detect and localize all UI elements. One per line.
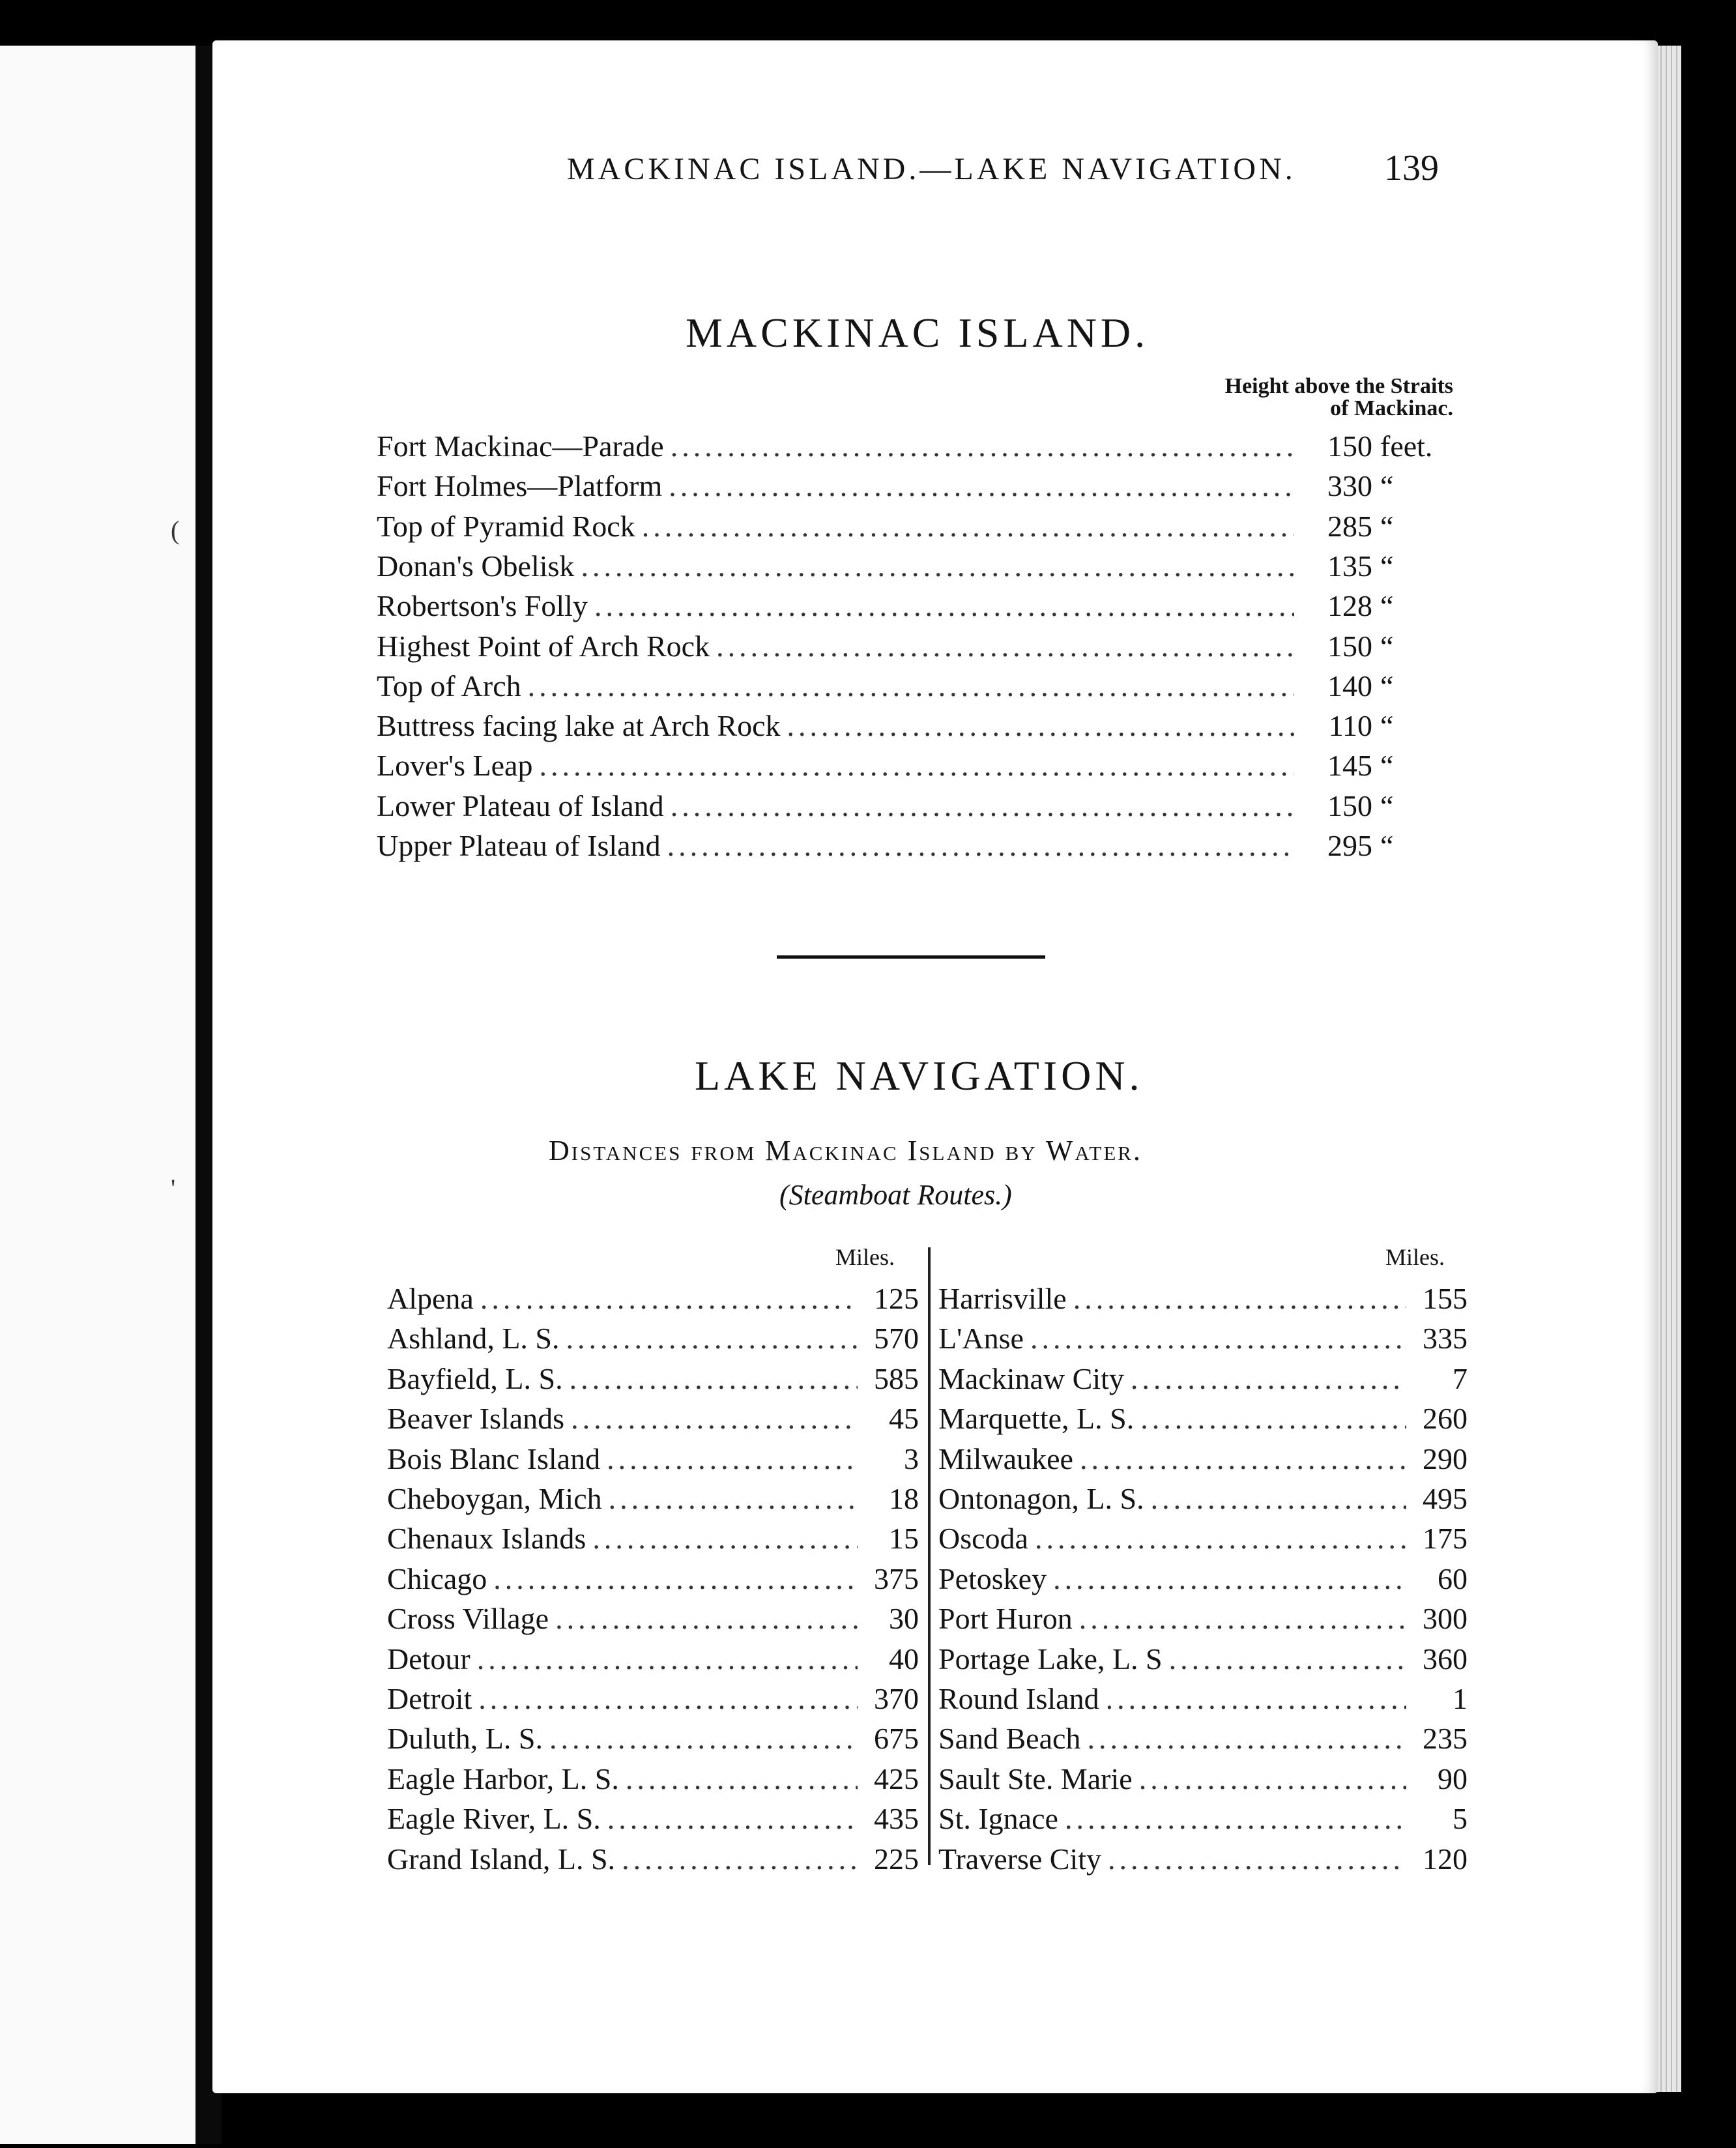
place-name: Fort Mackinac—Parade	[377, 429, 664, 463]
dot-leader	[626, 1759, 858, 1799]
distance-miles: 7	[1453, 1361, 1468, 1395]
margin-mark: '	[171, 1174, 176, 1203]
distance-row	[387, 1359, 919, 1399]
height-unit: feet.	[1380, 429, 1433, 463]
dot-leader	[493, 1559, 858, 1599]
height-unit: “	[1380, 709, 1394, 743]
section-divider	[777, 955, 1045, 959]
distances-subtitle: Distances from Mackinac Island by Water.	[549, 1135, 1142, 1167]
dot-leader	[478, 1679, 858, 1719]
distance-row	[938, 1839, 1468, 1879]
height-row	[377, 426, 1452, 466]
distance-row	[938, 1479, 1468, 1518]
dot-leader	[1140, 1399, 1406, 1438]
distance-miles: 1	[1453, 1682, 1468, 1715]
distance-row	[938, 1639, 1468, 1679]
destination-name: Bois Blanc Island	[387, 1442, 601, 1475]
height-value: 150	[1327, 789, 1372, 822]
dot-leader	[1053, 1559, 1406, 1599]
height-value: 110	[1328, 709, 1372, 743]
distance-row	[938, 1399, 1468, 1438]
distance-row	[387, 1318, 919, 1358]
column-rule	[928, 1247, 931, 1865]
destination-name: Traverse City	[938, 1842, 1102, 1876]
dot-leader	[607, 1439, 858, 1479]
distance-miles: 495	[1423, 1482, 1468, 1515]
place-name: Highest Point of Arch Rock	[377, 629, 710, 663]
routes-note	[779, 1178, 1012, 1212]
dot-leader	[667, 826, 1294, 865]
dot-leader	[477, 1639, 858, 1679]
place-name: Robertson's Folly	[377, 589, 588, 623]
distance-miles: 225	[874, 1842, 919, 1876]
dot-leader	[592, 1518, 858, 1558]
destination-name: Eagle River, L. S.	[387, 1802, 601, 1836]
destination-name: Beaver Islands	[387, 1402, 565, 1436]
destination-name: Detroit	[387, 1682, 472, 1715]
distance-row	[387, 1839, 919, 1879]
distance-miles: 125	[874, 1282, 919, 1315]
height-row	[377, 626, 1452, 666]
distance-miles: 435	[874, 1802, 919, 1836]
destination-name: Grand Island, L. S.	[387, 1842, 616, 1876]
page-number: 139	[1384, 148, 1439, 188]
dot-leader	[1079, 1599, 1406, 1638]
dot-leader	[671, 786, 1294, 826]
dot-leader	[1030, 1318, 1406, 1358]
distance-row	[387, 1639, 919, 1679]
dot-leader	[609, 1479, 858, 1518]
distance-miles: 18	[889, 1482, 919, 1515]
height-note-line: of Mackinac.	[1330, 396, 1453, 420]
height-value: 145	[1327, 749, 1372, 783]
margin-mark: (	[171, 515, 180, 545]
place-name: Donan's Obelisk	[377, 549, 575, 583]
miles-header-right: Miles.	[1385, 1244, 1445, 1270]
dot-leader	[671, 426, 1294, 466]
distance-row	[938, 1759, 1468, 1799]
height-row	[377, 746, 1452, 785]
destination-name: Cheboygan, Mich	[387, 1482, 602, 1515]
dot-leader	[1151, 1479, 1406, 1518]
distance-row	[387, 1679, 919, 1719]
dot-leader	[1106, 1679, 1406, 1719]
distance-row	[387, 1759, 919, 1799]
distance-miles: 5	[1453, 1802, 1468, 1836]
height-unit: “	[1380, 749, 1394, 783]
distance-miles: 570	[874, 1322, 919, 1356]
destination-name: Sault Ste. Marie	[938, 1762, 1133, 1795]
distance-row	[387, 1799, 919, 1838]
distance-row	[938, 1799, 1468, 1838]
destination-name: Marquette, L. S.	[938, 1402, 1135, 1436]
distance-row	[387, 1719, 919, 1758]
distance-miles: 300	[1423, 1602, 1468, 1636]
destination-name: Eagle Harbor, L. S.	[387, 1762, 619, 1795]
distance-miles: 290	[1423, 1442, 1468, 1475]
destination-name: Port Huron	[938, 1602, 1073, 1636]
distance-row	[938, 1279, 1468, 1318]
dot-leader	[1087, 1719, 1406, 1758]
distance-row	[387, 1439, 919, 1479]
height-value: 150	[1327, 429, 1372, 463]
height-row	[377, 546, 1452, 586]
dot-leader	[1169, 1639, 1406, 1679]
dot-leader	[555, 1599, 858, 1638]
destination-name: L'Anse	[938, 1322, 1024, 1356]
dot-leader	[1139, 1759, 1406, 1799]
distance-miles: 90	[1438, 1762, 1468, 1795]
place-name: Top of Pyramid Rock	[377, 509, 635, 543]
dot-leader	[607, 1799, 858, 1838]
height-value: 295	[1327, 829, 1372, 862]
height-row	[377, 466, 1452, 506]
dot-leader	[570, 1359, 858, 1399]
height-unit: “	[1380, 629, 1394, 663]
distance-miles: 155	[1423, 1282, 1468, 1315]
height-row	[377, 706, 1452, 746]
distance-row	[938, 1318, 1468, 1358]
distance-row	[387, 1559, 919, 1599]
place-name: Lover's Leap	[377, 749, 533, 783]
dot-leader	[1108, 1839, 1406, 1879]
dot-leader	[528, 666, 1294, 706]
dot-leader	[1131, 1359, 1406, 1399]
running-head: MACKINAC ISLAND.—LAKE NAVIGATION.	[567, 152, 1296, 186]
distance-miles: 120	[1423, 1842, 1468, 1876]
place-name: Lower Plateau of Island	[377, 789, 664, 822]
height-row	[377, 666, 1452, 706]
destination-name: Round Island	[938, 1682, 1099, 1715]
distance-miles: 335	[1423, 1322, 1468, 1356]
miles-header-left: Miles.	[835, 1244, 895, 1270]
height-value: 285	[1327, 509, 1372, 543]
dot-leader	[571, 1399, 858, 1438]
dot-leader	[622, 1839, 858, 1879]
height-unit: “	[1380, 669, 1394, 703]
facing-page	[0, 46, 195, 2144]
place-name: Buttress facing lake at Arch Rock	[377, 709, 781, 743]
dot-leader	[787, 706, 1294, 746]
height-row	[377, 586, 1452, 626]
height-value: 135	[1327, 549, 1372, 583]
distance-miles: 235	[1423, 1722, 1468, 1756]
distance-miles: 675	[874, 1722, 919, 1756]
place-name: Top of Arch	[377, 669, 521, 703]
distance-row	[387, 1599, 919, 1638]
dot-leader	[549, 1719, 858, 1758]
lake-navigation-title: LAKE NAVIGATION.	[695, 1052, 1144, 1099]
distance-row	[938, 1599, 1468, 1638]
dot-leader	[566, 1318, 858, 1358]
distance-miles: 30	[889, 1602, 919, 1636]
destination-name: Alpena	[387, 1282, 474, 1315]
distance-row	[387, 1479, 919, 1518]
destination-name: Milwaukee	[938, 1442, 1073, 1475]
height-unit: “	[1380, 469, 1394, 503]
place-name: Upper Plateau of Island	[377, 829, 661, 862]
distance-miles: 175	[1423, 1522, 1468, 1556]
height-unit: “	[1380, 789, 1394, 822]
height-value: 140	[1327, 669, 1372, 703]
destination-name: Bayfield, L. S.	[387, 1361, 563, 1395]
distance-miles: 360	[1423, 1642, 1468, 1676]
destination-name: Mackinaw City	[938, 1361, 1124, 1395]
destination-name: Harrisville	[938, 1282, 1067, 1315]
height-unit: “	[1380, 589, 1394, 623]
distance-row	[938, 1439, 1468, 1479]
height-value: 150	[1327, 629, 1372, 663]
distance-row	[387, 1399, 919, 1438]
destination-name: Portage Lake, L. S	[938, 1642, 1163, 1676]
height-unit: “	[1380, 829, 1394, 862]
destination-name: Chicago	[387, 1561, 487, 1595]
dot-leader	[642, 506, 1294, 546]
dot-leader	[581, 546, 1294, 586]
height-row	[377, 506, 1452, 546]
distance-miles: 3	[904, 1442, 919, 1475]
dot-leader	[1073, 1279, 1406, 1318]
distance-row	[938, 1559, 1468, 1599]
dot-leader	[1035, 1518, 1406, 1558]
dot-leader	[480, 1279, 858, 1318]
height-value: 330	[1327, 469, 1372, 503]
distance-miles: 45	[889, 1402, 919, 1436]
distance-row	[938, 1518, 1468, 1558]
destination-name: Ashland, L. S.	[387, 1322, 560, 1356]
destination-name: Duluth, L. S.	[387, 1722, 543, 1756]
dot-leader	[594, 586, 1294, 626]
distance-row	[387, 1518, 919, 1558]
distance-miles: 60	[1438, 1561, 1468, 1595]
distance-miles: 370	[874, 1682, 919, 1715]
destination-name: Petoskey	[938, 1561, 1047, 1595]
height-column-note	[1127, 375, 1453, 420]
height-unit: “	[1380, 509, 1394, 543]
height-row	[377, 786, 1452, 826]
distance-miles: 15	[889, 1522, 919, 1556]
destination-name: St. Ignace	[938, 1802, 1058, 1836]
dot-leader	[716, 626, 1294, 666]
place-name: Fort Holmes—Platform	[377, 469, 663, 503]
dot-leader	[1065, 1799, 1406, 1838]
mackinac-title: MACKINAC ISLAND.	[686, 310, 1150, 356]
dot-leader	[669, 466, 1294, 506]
destination-name: Cross Village	[387, 1602, 549, 1636]
destination-name: Chenaux Islands	[387, 1522, 586, 1556]
distance-miles: 40	[889, 1642, 919, 1676]
height-note-line: Height above the Straits	[1224, 374, 1453, 398]
distance-miles: 425	[874, 1762, 919, 1795]
destination-name: Detour	[387, 1642, 470, 1676]
destination-name: Ontonagon, L. S.	[938, 1482, 1144, 1515]
dot-leader	[539, 746, 1294, 785]
destination-name: Sand Beach	[938, 1722, 1081, 1756]
distance-row	[938, 1679, 1468, 1719]
distance-row	[938, 1719, 1468, 1758]
distance-miles: 260	[1423, 1402, 1468, 1436]
height-unit: “	[1380, 549, 1394, 583]
destination-name: Oscoda	[938, 1522, 1028, 1556]
distance-row	[387, 1279, 919, 1318]
height-row	[377, 826, 1452, 865]
distance-miles: 375	[874, 1561, 919, 1595]
distance-row	[938, 1359, 1468, 1399]
height-value: 128	[1327, 589, 1372, 623]
distance-miles: 585	[874, 1361, 919, 1395]
dot-leader	[1080, 1439, 1406, 1479]
routes-note-text: (Steamboat Routes.)	[779, 1179, 1012, 1211]
